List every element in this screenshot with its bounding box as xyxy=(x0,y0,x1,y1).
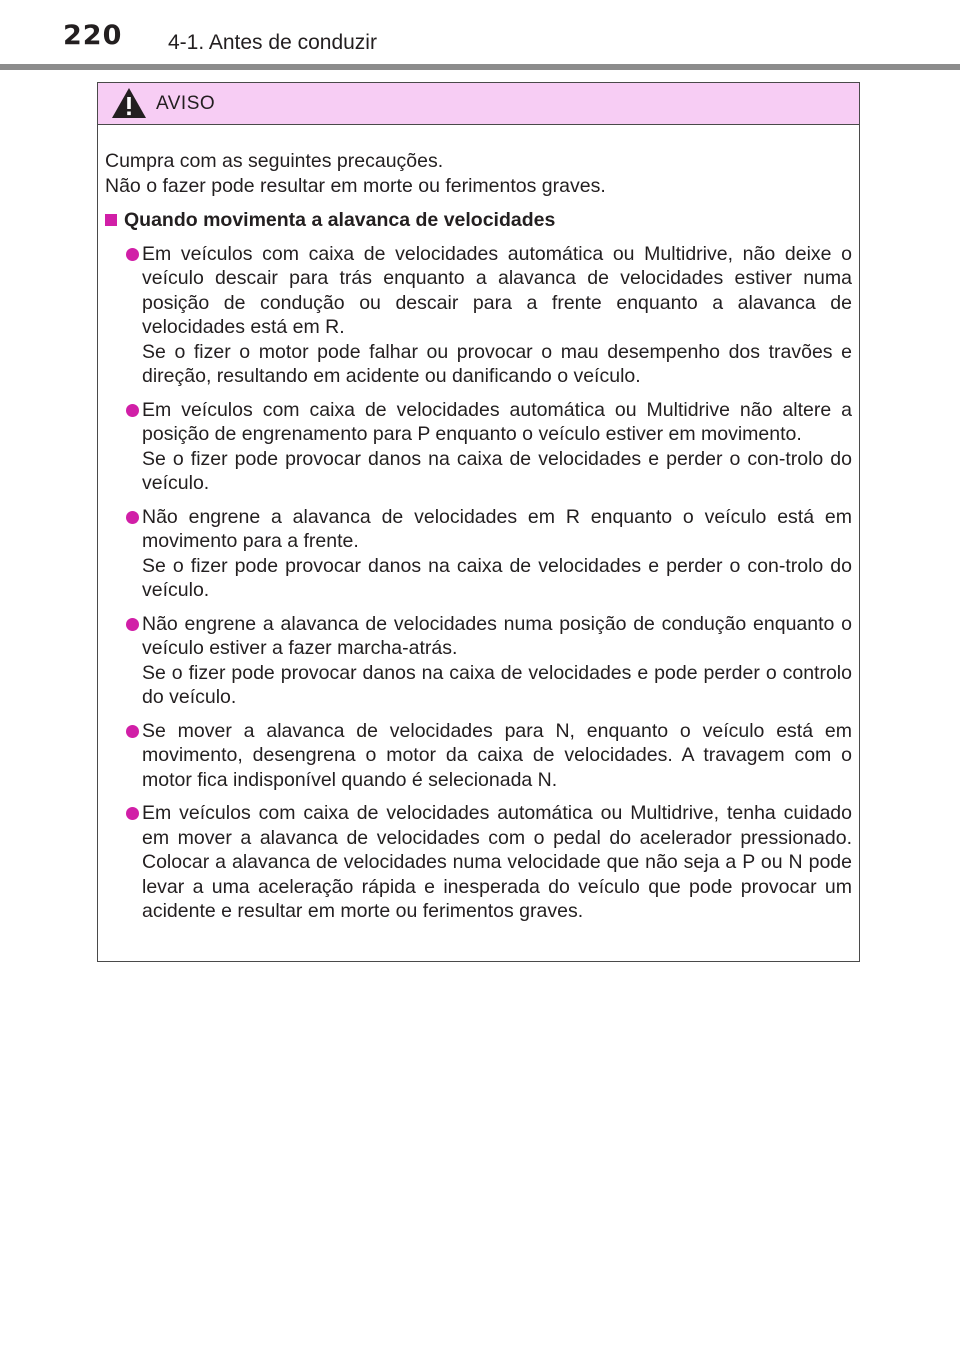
item-paragraph: Se o fizer pode provocar danos na caixa de velocidades e perder o con-trolo do veículo. xyxy=(142,554,852,601)
circle-bullet-icon xyxy=(126,618,139,631)
list-item xyxy=(105,242,852,389)
list-item xyxy=(105,719,852,793)
subheading-text: Quando movimenta a alavanca de velocidades xyxy=(124,209,556,231)
item-paragraph: Em veículos com caixa de velocidades automática ou Multidrive não altere a posição de engrenamento para P enquanto o veículo estiver em movimento. xyxy=(142,398,852,445)
circle-bullet-icon xyxy=(126,511,139,524)
header-rule xyxy=(0,64,960,70)
square-bullet-icon xyxy=(105,214,117,226)
item-paragraph: Se mover a alavanca de velocidades para N, enquanto o veículo está em movimento, desengrena o motor da caixa de velocidades. A travagem com o motor fica indisponível quando é selecionada N. xyxy=(142,719,852,791)
warning-triangle-icon xyxy=(111,87,147,119)
item-paragraph: Em veículos com caixa de velocidades automática ou Multidrive, não deixe o veículo descair para trás enquanto a alavanca de velocidades estiver numa posição de condução ou descair para a frente enquanto a alavanca de velocidades está em R. xyxy=(142,242,852,338)
item-paragraph: Em veículos com caixa de velocidades automática ou Multidrive, tenha cuidado em mover a alavanca de velocidades com o pedal do acelerador pressionado. Colocar a alavanca de velocidades numa velocidade que não seja a P ou N pode levar a uma aceleração rápida e inesperada do veículo que pode provocar um acidente e resultar em morte ou ferimentos graves. xyxy=(142,802,852,922)
warning-box xyxy=(97,82,860,962)
list-item xyxy=(105,801,852,924)
list-item xyxy=(105,398,852,496)
item-paragraph: Não engrene a alavanca de velocidades numa posição de condução enquanto o veículo estiver a fazer marcha-atrás. xyxy=(142,612,852,659)
circle-bullet-icon xyxy=(126,248,139,261)
item-paragraph: Se o fizer pode provocar danos na caixa de velocidades e perder o con-trolo do veículo. xyxy=(142,447,852,494)
warning-content xyxy=(98,125,859,924)
item-paragraph: Não engrene a alavanca de velocidades em R enquanto o veículo está em movimento para a frente. xyxy=(142,505,852,552)
warning-label: AVISO xyxy=(156,93,216,114)
list-item xyxy=(105,612,852,710)
circle-bullet-icon xyxy=(126,807,139,820)
subheading xyxy=(105,208,852,233)
item-paragraph: Se o fizer o motor pode falhar ou provocar o mau desempenho dos travões e direção, resultando em acidente ou danificando o veículo. xyxy=(142,340,852,387)
page-number: 220 xyxy=(63,20,123,51)
intro-line: Não o fazer pode resultar em morte ou ferimentos graves. xyxy=(105,174,606,197)
section-title: 4-1. Antes de conduzir xyxy=(168,31,377,54)
circle-bullet-icon xyxy=(126,725,139,738)
intro-line: Cumpra com as seguintes precauções. xyxy=(105,150,444,172)
warning-header xyxy=(98,83,859,125)
item-paragraph: Se o fizer pode provocar danos na caixa de velocidades e pode perder o controlo do veículo. xyxy=(142,661,852,708)
circle-bullet-icon xyxy=(126,404,139,417)
list-item xyxy=(105,505,852,603)
